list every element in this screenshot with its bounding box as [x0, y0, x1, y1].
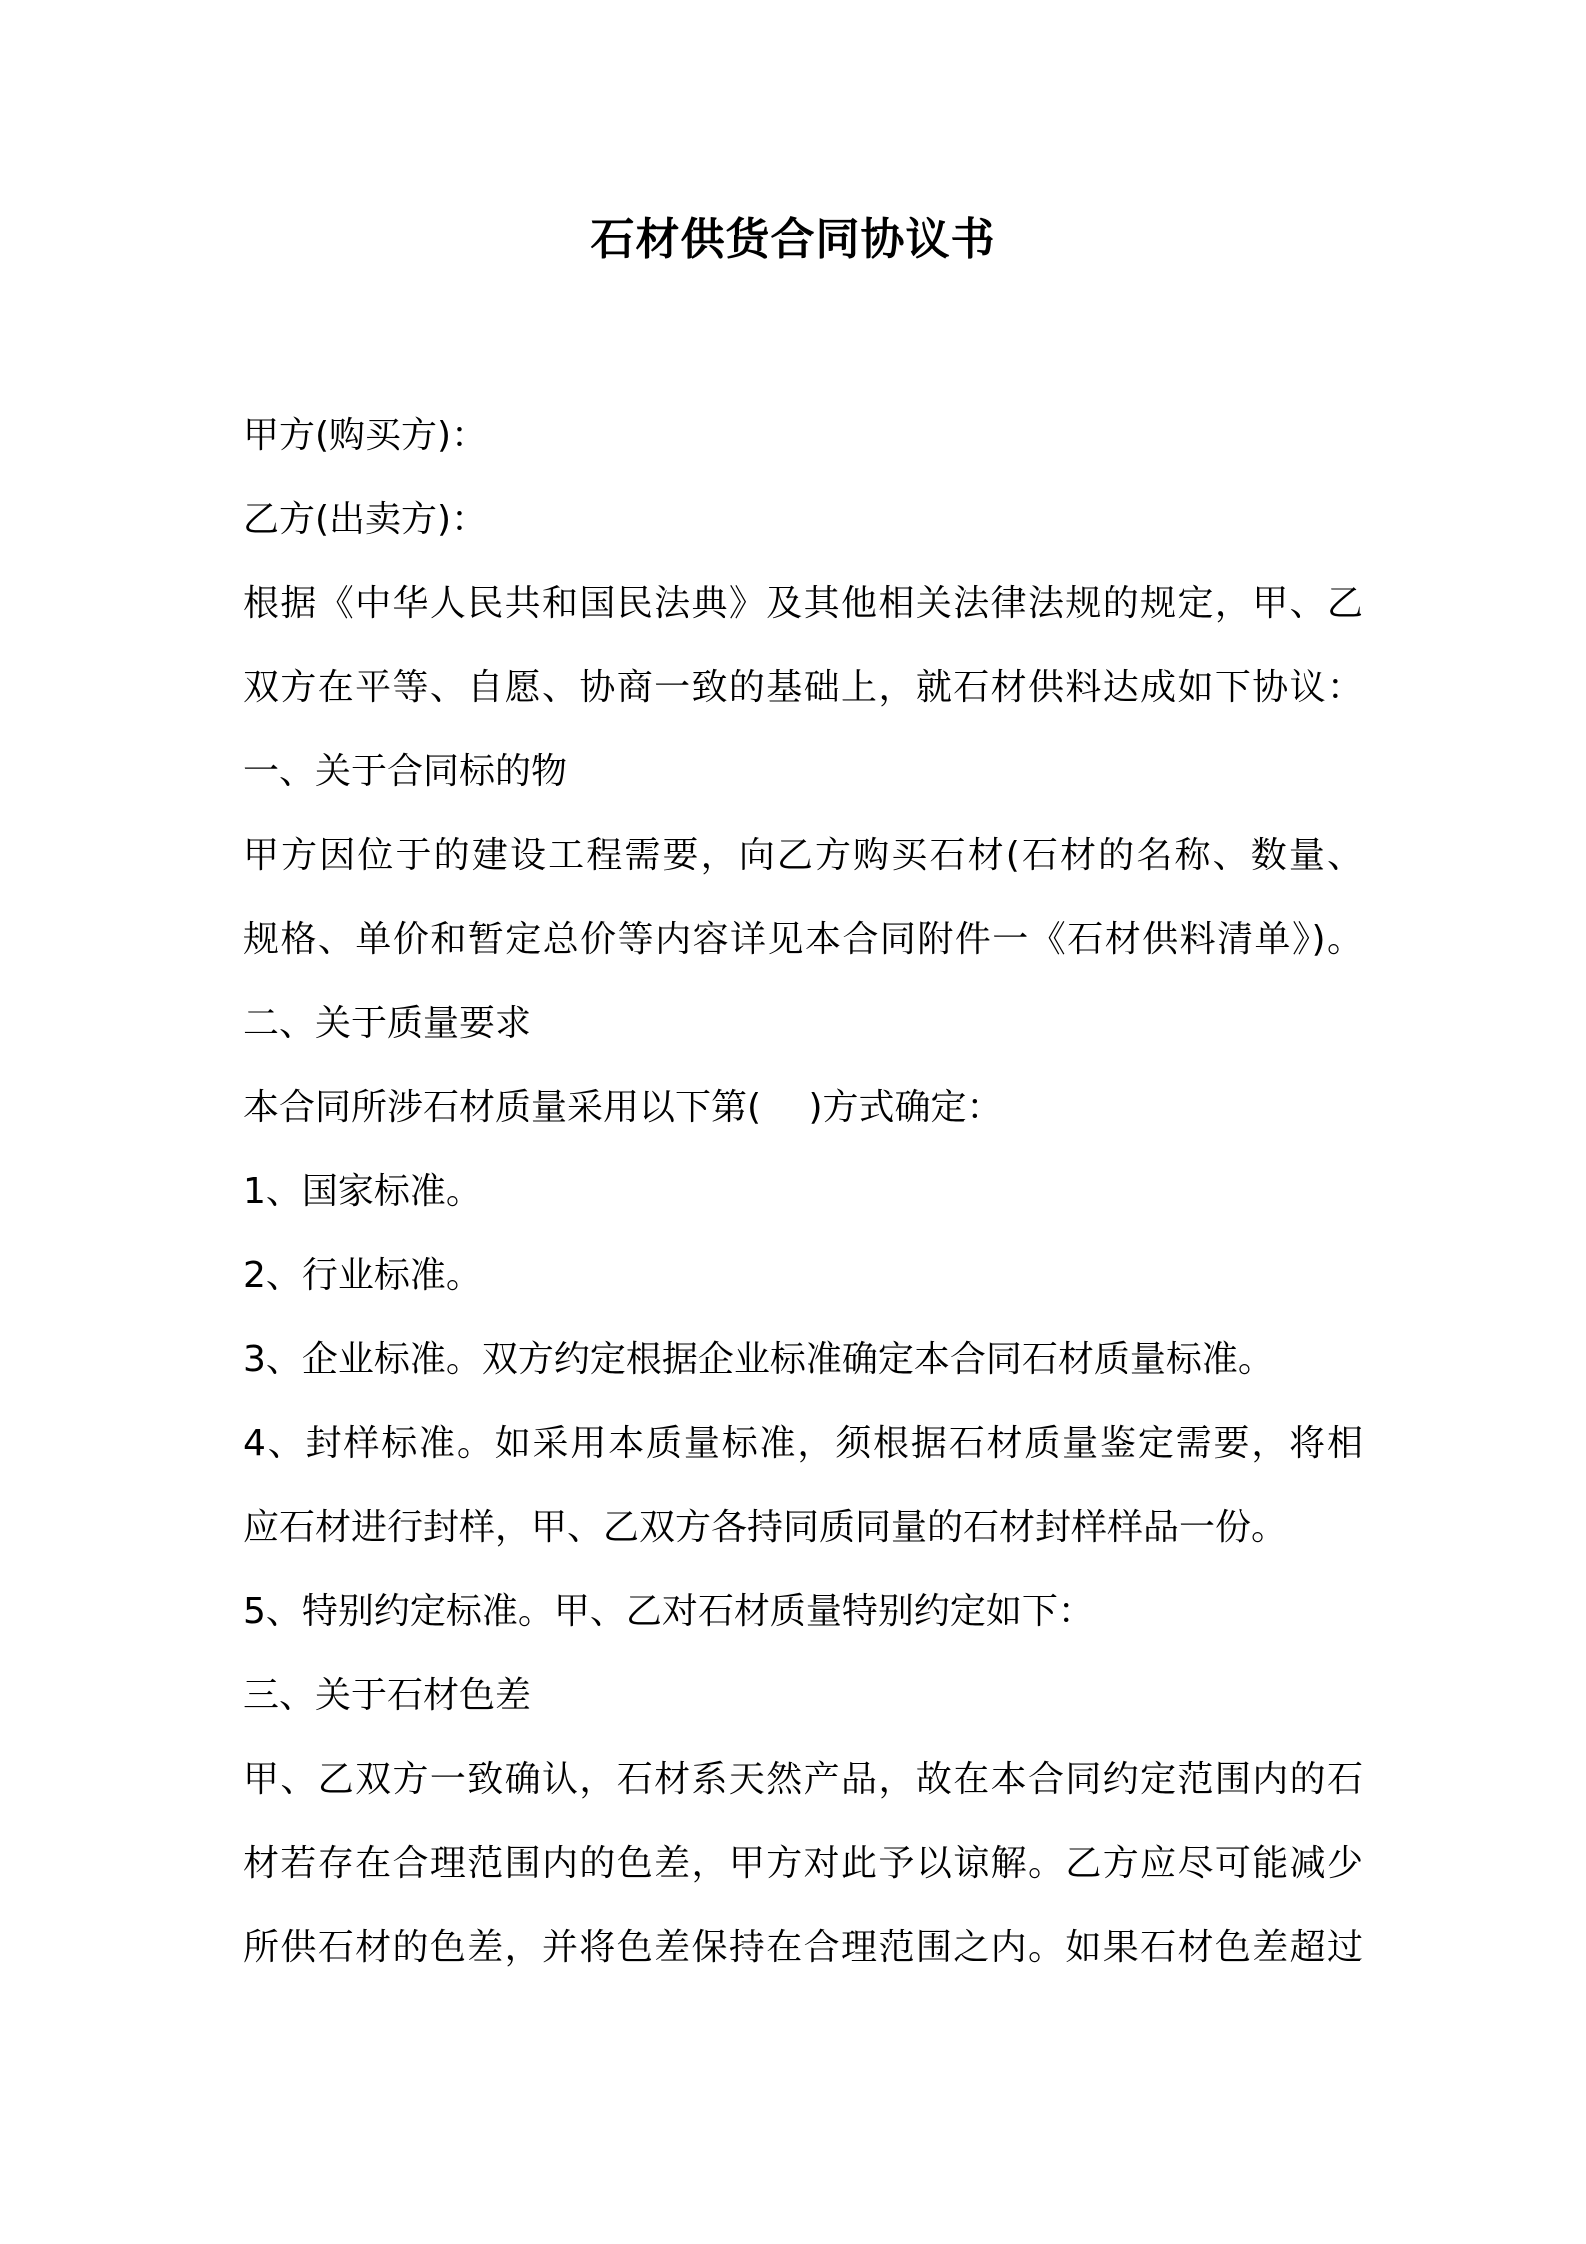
document-title: 石材供货合同协议书 [590, 214, 996, 265]
quality-option-4-line-1: 4、封样标准。如采用本质量标准，须根据石材质量鉴定需要，将相 [243, 1423, 1363, 1464]
preamble-line-1: 根据《中华人民共和国民法典》及其他相关法律法规的规定，甲、乙 [243, 583, 1363, 624]
section-heading-1: 一、关于合同标的物 [243, 751, 568, 792]
section-3-line-2: 材若存在合理范围内的色差，甲方对此予以谅解。乙方应尽可能减少 [243, 1843, 1363, 1884]
quality-option-5: 5、特别约定标准。甲、乙对石材质量特别约定如下： [243, 1591, 1094, 1632]
section-heading-2: 二、关于质量要求 [243, 1003, 532, 1044]
section-1-line-1: 甲方因位于的建设工程需要，向乙方购买石材(石材的名称、数量、 [243, 835, 1363, 876]
section-2-intro: 本合同所涉石材质量采用以下第( )方式确定： [243, 1087, 1003, 1128]
section-1-line-2: 规格、单价和暂定总价等内容详见本合同附件一《石材供料清单》)。 [243, 919, 1363, 960]
quality-option-2: 2、行业标准。 [243, 1255, 482, 1296]
quality-option-4-line-2: 应石材进行封样，甲、乙双方各持同质同量的石材封样样品一份。 [243, 1507, 1288, 1548]
party-b-line: 乙方(出卖方)： [243, 499, 488, 540]
preamble-line-2: 双方在平等、自愿、协商一致的基础上，就石材供料达成如下协议： [243, 667, 1363, 708]
section-heading-3: 三、关于石材色差 [243, 1675, 532, 1716]
section-3-line-3: 所供石材的色差，并将色差保持在合理范围之内。如果石材色差超过 [243, 1927, 1363, 1968]
section-3-line-1: 甲、乙双方一致确认，石材系天然产品，故在本合同约定范围内的石 [243, 1759, 1363, 1800]
quality-option-1: 1、国家标准。 [243, 1171, 482, 1212]
party-a-line: 甲方(购买方)： [243, 415, 488, 456]
quality-option-3: 3、企业标准。双方约定根据企业标准确定本合同石材质量标准。 [243, 1339, 1274, 1380]
